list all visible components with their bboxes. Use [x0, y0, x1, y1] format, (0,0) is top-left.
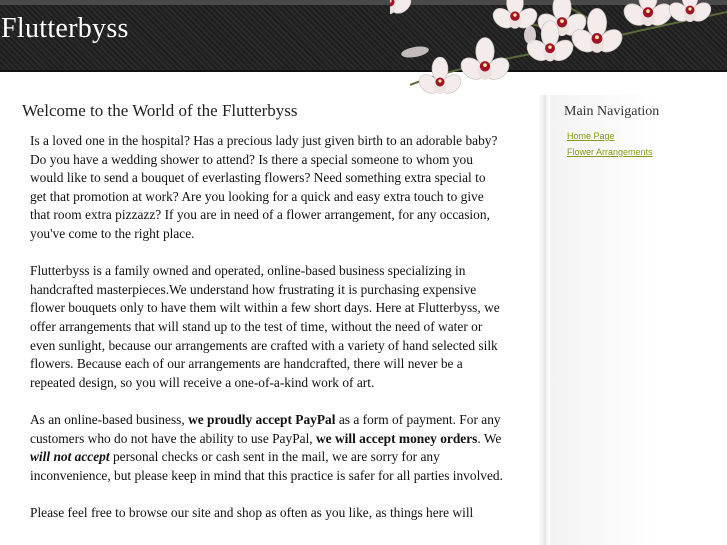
- paragraph-text: Is a loved one in the hospital? Has a precious lady just given birth to an adorable baby? Do you have a wedding shower to attend? Is there a special someone to whom you would like to send a bouquet of everlasting flowers? Need something extra special to get that promotion at work? Are you looking for a quick and easy extra touch to give that room extra pizzazz? If you are in need of a flower arrangement, for any occasion, you've come to the right place.: [30, 133, 498, 241]
- emphasized-text: we proudly accept PayPal: [188, 411, 336, 427]
- orchid-flowers-decoration: [390, 0, 727, 105]
- content-paragraph: [30, 504, 505, 523]
- paragraph-text: As an online-based business,: [30, 411, 189, 427]
- content-paragraph: [30, 262, 505, 392]
- site-title[interactable]: Flutterbyss: [1, 13, 129, 44]
- main-navigation-title: Main Navigation: [564, 104, 660, 119]
- paragraph-text: personal checks or cash sent in the mail, we are sorry for any inconvenience, but please keep in mind that this practice is safer for all parties involved.: [30, 449, 503, 483]
- paragraph-text: as a form of payment. For any customers who do not have the ability to use PayPal,: [30, 411, 501, 446]
- content-paragraph: [30, 132, 505, 244]
- sidebar-divider: [538, 95, 550, 545]
- nav-link-flower-arrangements[interactable]: Flower Arrangements: [567, 147, 653, 157]
- paragraph-text: . We: [477, 430, 502, 446]
- nav-item-home: [567, 131, 653, 142]
- emphasized-text: will not accept: [30, 449, 110, 465]
- paragraph-text: Please feel free to browse our site and shop as often as you like, as things here will: [30, 504, 474, 520]
- main-navigation-list: [567, 131, 653, 163]
- nav-link-home-page[interactable]: Home Page: [567, 131, 615, 141]
- content-paragraph: [30, 411, 505, 485]
- paragraph-text: Flutterbyss is a family owned and operated, online-based business specializing in handcrafted masterpieces.We understand how frustrating it is purchasing expensive flower bouquets only to have them wilt within a few short days. Here at Flutterbyss, we offer arrangements that will stand up to the test of time, without the need of water or even sunlight, because our arrangements are crafted with a variety of hand selected silk flowers. Because each of our arrangements are handcrafted, there will never be a repeated design, so you will receive a one-of-a-kind work of art.: [30, 263, 500, 390]
- nav-item-flower-arrangements: [567, 147, 653, 158]
- main-content-text: [30, 132, 505, 541]
- emphasized-text: we will accept money orders: [316, 430, 478, 446]
- page-title: Welcome to the World of the Flutterbyss: [22, 101, 298, 120]
